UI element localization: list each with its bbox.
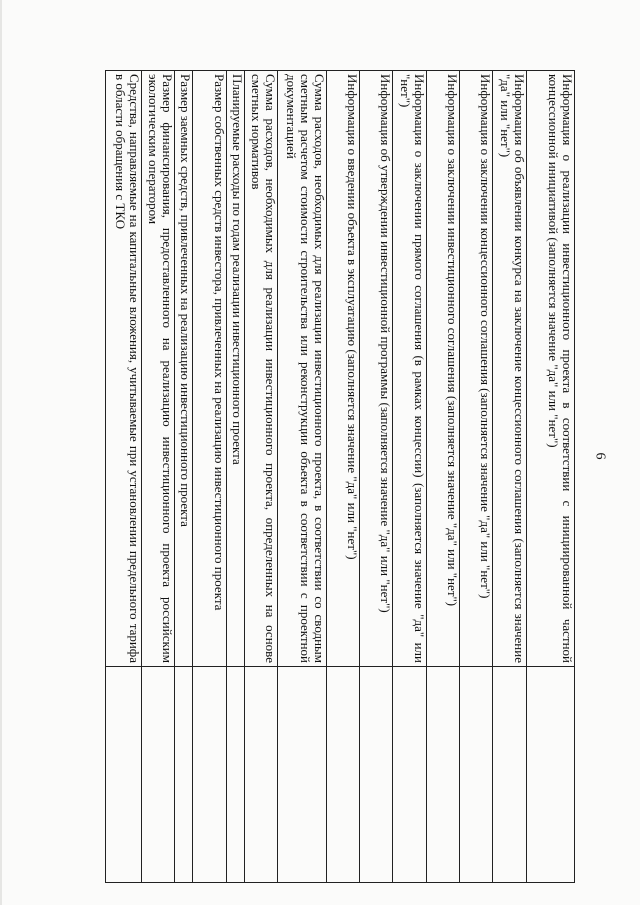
row-label: Информация о заключении инвестиционного соглашения (заполняется значение "да" или "нет") [426, 71, 459, 667]
row-value-cell [193, 667, 226, 883]
table-row [174, 71, 192, 883]
row-value-cell [359, 667, 392, 883]
table-row [326, 71, 359, 883]
table-row [106, 71, 142, 883]
row-value-cell [244, 667, 277, 883]
row-value-cell [226, 667, 244, 883]
table-row [493, 71, 526, 883]
table-row [359, 71, 392, 883]
row-label: Информация о заключении концессионного соглашения (заполняется значение "да" или "нет") [459, 71, 492, 667]
row-value-cell [106, 667, 142, 883]
scan-edge [0, 0, 2, 905]
row-value-cell [174, 667, 192, 883]
table-row [278, 71, 326, 883]
table-row [226, 71, 244, 883]
page-number: 6 [592, 452, 608, 460]
row-value-cell [393, 667, 426, 883]
table-row [244, 71, 277, 883]
row-label: Информация об утверждении инвестиционной программы (заполняется значение "да" или "нет") [359, 71, 392, 667]
row-label: Информация о введении объекта в эксплуатацию (заполняется значение "да" или "нет") [326, 71, 359, 667]
row-value-cell [526, 667, 574, 883]
investment-info-table [105, 70, 575, 883]
row-value-cell [459, 667, 492, 883]
row-label: Сумма расходов, необходимых для реализации инвестиционного проекта, в соответствии со сводным сметным расчетом стоимости строительства или реконструкции объекта в соответствии с проектной документацией [278, 71, 326, 667]
table-row [193, 71, 226, 883]
row-label: Размер заемных средств, привлеченных на реализацию инвестиционного проекта [174, 71, 192, 667]
row-value-cell [278, 667, 326, 883]
row-label: Сумма расходов, необходимых для реализации инвестиционного проекта, определенных на основе сметных нормативов [244, 71, 277, 667]
row-value-cell [141, 667, 174, 883]
row-label: Средства, направляемые на капитальные вложения, учитываемые при установлении предельного тарифа в области обращения с ТКО [106, 71, 142, 667]
table-row [526, 71, 574, 883]
rotated-table [105, 70, 575, 882]
row-value-cell [493, 667, 526, 883]
row-label: Размер собственных средств инвестора, привлеченных на реализацию инвестиционного проекта [193, 71, 226, 667]
table-row [459, 71, 492, 883]
table-row [393, 71, 426, 883]
row-label: Планируемые расходы по годам реализации инвестиционного проекта [226, 71, 244, 667]
row-label: Размер финансирования, предоставленного на реализацию инвестиционного проекта российским экологическим оператором [141, 71, 174, 667]
row-label: Информация о заключении прямого соглашения (в рамках концессии) (заполняется значение "да" или "нет") [393, 71, 426, 667]
row-value-cell [326, 667, 359, 883]
row-value-cell [426, 667, 459, 883]
row-label: Информация об объявлении конкурса на заключение концессионного соглашения (заполняется значение "да" или "нет") [493, 71, 526, 667]
table-row [426, 71, 459, 883]
row-label: Информация о реализации инвестиционного проекта в соответствии с инициированной частной концессионной инициативой (заполняется значение "да" или "нет") [526, 71, 574, 667]
table-row [141, 71, 174, 883]
